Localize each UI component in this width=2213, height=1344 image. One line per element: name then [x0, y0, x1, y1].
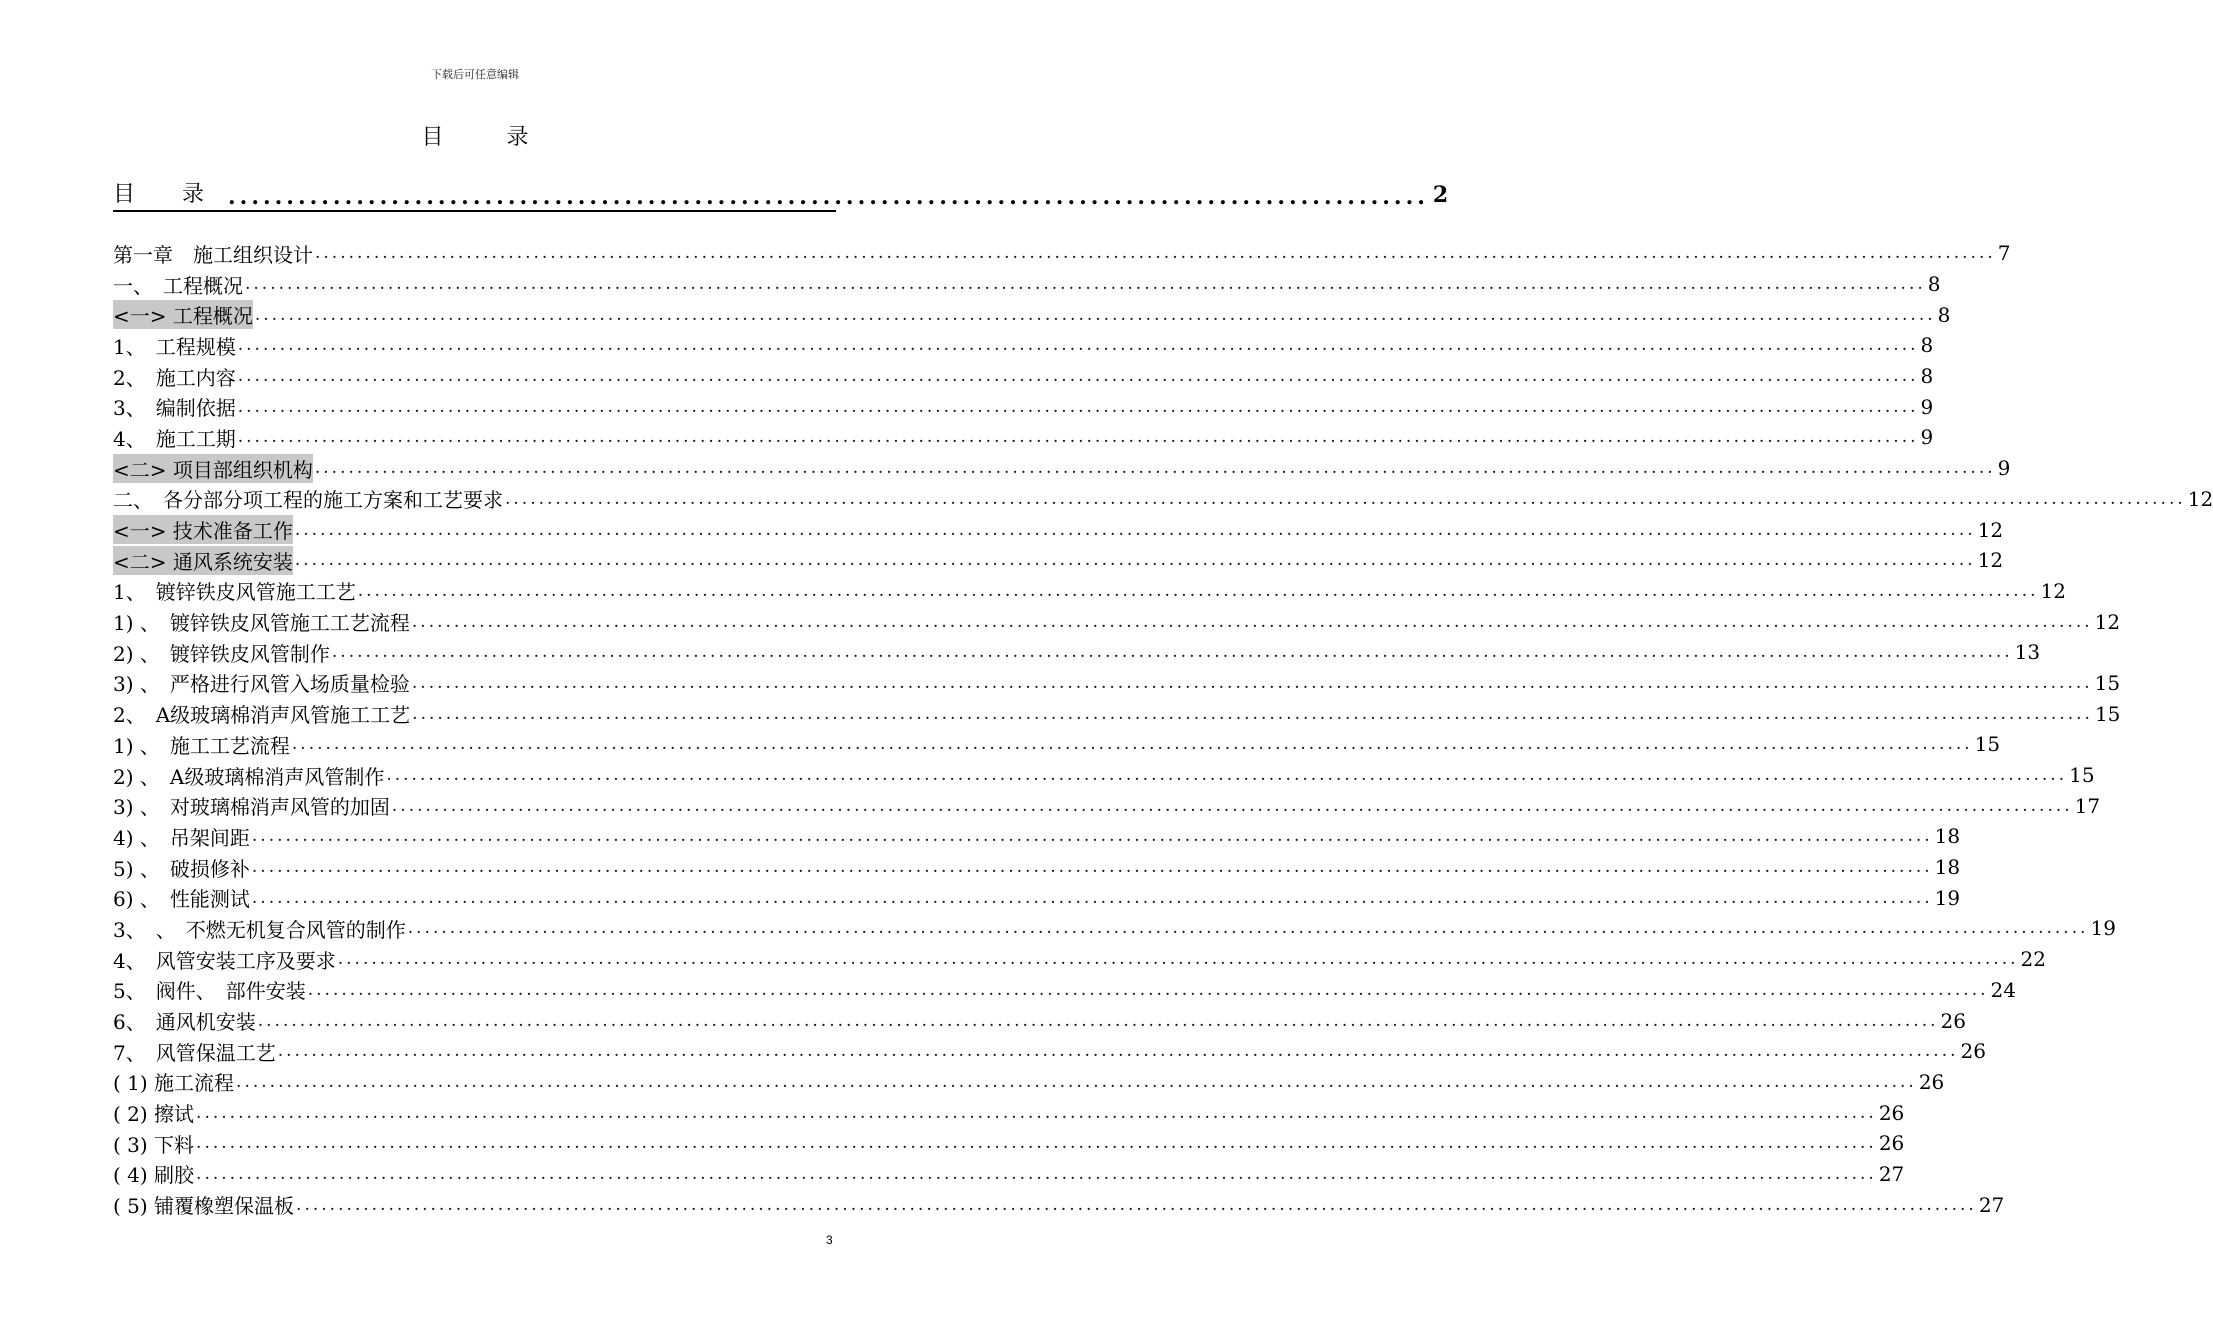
toc-entry-page: 26 [1878, 1131, 1905, 1156]
toc-entry[interactable] [113, 606, 2121, 637]
toc-leader-dots: ........................................................................................................................................................................................................ [196, 1102, 1877, 1123]
toc-leader-dots: ........................................................................................................................................................................................................ [257, 1010, 1939, 1031]
toc-entry-page: 24 [1990, 977, 2016, 1002]
toc-entry-label: 2、 施工内容 [113, 365, 236, 390]
page-title: 目 录 [421, 125, 557, 150]
toc-entry-contents[interactable] [113, 178, 1449, 212]
toc-entry-label: <一> 技术准备工作 [113, 515, 293, 544]
toc-entry-label: 一、 工程概况 [113, 273, 243, 298]
toc-leader-dots: ........................................................................................................................................................................................................ [254, 304, 1936, 325]
header-note: 下载后可任意编辑 [431, 68, 519, 81]
toc-leader-dots: ........................................................................................................................................................................................................ [237, 335, 1919, 356]
toc-entry[interactable] [113, 944, 2046, 975]
toc-entry-page: 9 [1920, 394, 1934, 419]
toc-entry-page: 8 [1920, 364, 1934, 389]
toc-leader-dots: ........................................................................................................................................................................................................ [237, 366, 1919, 387]
toc-entry-page: 19 [2090, 916, 2116, 941]
toc-leader-dots: ........................................................................................................................................................................................................ [294, 550, 1976, 571]
toc-entry-label: 1) 、 镀锌铁皮风管施工工艺流程 [113, 611, 410, 636]
toc-leader-dots: ........................................................................................................................................................................................................ [505, 488, 2186, 509]
toc-entry-label: ( 1) 施工流程 [113, 1071, 235, 1096]
toc-leader-dots: ........................................................................................................................................................................................................ [407, 918, 2089, 939]
toc-entry-label: ( 3) 下料 [113, 1132, 195, 1157]
toc-entry[interactable] [113, 269, 1941, 300]
toc-entry[interactable] [113, 1036, 1986, 1067]
toc-entry[interactable] [113, 1005, 1966, 1036]
toc-entry[interactable] [113, 453, 2011, 484]
toc-entry-page: 8 [1937, 302, 1951, 327]
toc-entry-label: 2) 、 镀锌铁皮风管制作 [113, 641, 330, 666]
toc-entry[interactable] [113, 1159, 1905, 1190]
toc-entry[interactable] [113, 729, 2001, 760]
toc-entry-label: 3、 编制依据 [113, 396, 236, 421]
toc-leader-dots: ........................................................................................................................................................................................................ [237, 396, 1919, 417]
toc-entry-label: 1、 镀锌铁皮风管施工工艺 [113, 580, 356, 605]
toc-entry[interactable] [113, 299, 1951, 330]
toc-leader-dots: ........................................................................................................................................................................................................ [391, 795, 2073, 816]
toc-entry[interactable] [113, 790, 2101, 821]
toc-entry-page: 18 [1934, 824, 1961, 849]
toc-leader-dots: ........................................................................................................................................................................................................ [294, 519, 1976, 540]
toc-entry-label: 7、 风管保温工艺 [113, 1040, 276, 1065]
toc-entry-label: 3) 、 严格进行风管入场质量检验 [113, 672, 410, 697]
toc-entry-label: 2) 、 A级玻璃棉消声风管制作 [113, 764, 385, 789]
toc-entry[interactable] [113, 882, 1961, 913]
toc-entry-page: 13 [2014, 640, 2041, 665]
toc-entry[interactable] [113, 576, 2066, 607]
toc-entry[interactable] [113, 1189, 2005, 1220]
toc-leader-dots: ........................................................................................................................................................................................................ [357, 580, 2039, 601]
toc-leader-dots: ........................................................................................................................................................................................................ [251, 826, 1933, 847]
toc-leader-dots: ........................................................................................................................................................................................................ [237, 427, 1919, 448]
toc-leader-dots: ........................................................................................................................................................................................................ [251, 857, 1933, 878]
toc-leader-dots: ........................................................................................................................................................................................................ [277, 1041, 1959, 1062]
toc-entry-label: 3、 、 不燃无机复合风管的制作 [113, 917, 406, 942]
toc-entry-label: <二> 项目部组织机构 [113, 454, 313, 483]
toc-leader-dots: ........................................................................................................................................................................................................ [251, 887, 1933, 908]
toc-entry-page: 27 [1978, 1192, 2005, 1217]
toc-leader-dots: ........................................................................................................................................................................................................ [296, 1194, 1977, 1215]
toc-entry-page: 26 [1918, 1069, 1945, 1094]
toc-entry-page: 8 [1920, 333, 1934, 358]
toc-entry-page: 26 [1940, 1008, 1966, 1033]
table-of-contents [113, 238, 2213, 1220]
toc-leader-dots: ........................................................................................................................................................................................................ [411, 611, 2093, 632]
toc-entry[interactable] [113, 361, 1934, 392]
toc-leader-dots: ........................................................................................................................................................................................................ [236, 1071, 1917, 1092]
toc-entry-label: ( 4) 刷胶 [113, 1163, 195, 1188]
toc-entry[interactable] [113, 913, 2116, 944]
toc-leader-dots: ........................................................................................................................................................................................................ [412, 703, 2093, 724]
toc-entry-label: 3) 、 对玻璃棉消声风管的加固 [113, 795, 390, 820]
toc-entry-page: 9 [1997, 456, 2011, 481]
toc-leader-dots: ........................................................................................................................................................................................................ [314, 458, 1996, 479]
toc-entry-label: 4、 风管安装工序及要求 [113, 948, 336, 973]
toc-entry-page: 18 [1934, 855, 1961, 880]
toc-entry-page: 2 [1432, 182, 1449, 208]
toc-entry[interactable] [113, 975, 2016, 1006]
toc-leader-dots: ........................................................................................................................................................................................................ [196, 1163, 1877, 1184]
toc-entry-label: 5) 、 破损修补 [113, 856, 250, 881]
toc-leader-dots: ........................................................................................................................................................................................................ [307, 979, 1989, 1000]
toc-leader-dots: ........................................................................................................................................................................................................ [331, 642, 2013, 663]
toc-entry-label: 4) 、 吊架间距 [113, 825, 250, 850]
toc-entry-page: 8 [1927, 272, 1941, 297]
toc-entry-page: 15 [1974, 732, 2001, 757]
toc-entry[interactable] [113, 637, 2041, 668]
toc-entry-page: 12 [2040, 578, 2066, 603]
toc-entry-page: 27 [1878, 1161, 1905, 1186]
toc-leader-dots: ........................................................................................................................................................................................................ [315, 243, 1996, 264]
toc-entry-label: 5、 阀件、 部件安装 [113, 979, 306, 1004]
toc-leader-dots: ....................................................................................................... [228, 184, 1429, 210]
toc-entry[interactable] [113, 330, 1934, 361]
toc-entry-page: 17 [2074, 793, 2101, 818]
toc-entry[interactable] [113, 238, 2011, 269]
toc-entry[interactable] [113, 1097, 1905, 1128]
toc-entry[interactable] [113, 545, 2004, 576]
toc-entry-page: 12 [2187, 486, 2213, 511]
toc-leader-dots: ........................................................................................................................................................................................................ [411, 672, 2093, 693]
toc-entry-label: 2、 A级玻璃棉消声风管施工工艺 [113, 703, 411, 728]
toc-entry-label: <一> 工程概况 [113, 300, 253, 329]
toc-entry-label: ( 2) 擦试 [113, 1102, 195, 1127]
toc-entry-label: 1) 、 施工工艺流程 [113, 733, 290, 758]
toc-entry[interactable] [113, 484, 2213, 515]
toc-leader-dots: ........................................................................................................................................................................................................ [337, 949, 2019, 970]
toc-entry-page: 26 [1878, 1100, 1905, 1125]
toc-entry-label: 二、 各分部分项工程的施工方案和工艺要求 [113, 488, 503, 513]
toc-entry-page: 9 [1920, 425, 1934, 450]
toc-entry-page: 12 [1977, 548, 2004, 573]
toc-entry[interactable] [113, 668, 2121, 699]
toc-entry[interactable] [113, 514, 2004, 545]
toc-entry-page: 26 [1960, 1039, 1986, 1064]
toc-entry-label: 4、 施工工期 [113, 426, 236, 451]
toc-entry-page: 19 [1934, 885, 1961, 910]
toc-entry[interactable] [113, 422, 1934, 453]
toc-entry-label: <二> 通风系统安装 [113, 546, 293, 575]
toc-leader-dots: ........................................................................................................................................................................................................ [386, 765, 2068, 786]
toc-entry[interactable] [113, 852, 1961, 883]
toc-entry[interactable] [113, 821, 1961, 852]
toc-leader-dots: ........................................................................................................................................................................................................ [245, 274, 1926, 295]
toc-entry[interactable] [113, 1128, 1905, 1159]
toc-entry-page: 15 [2094, 701, 2121, 726]
toc-entry-page: 7 [1997, 241, 2011, 266]
toc-entry-page: 12 [1977, 517, 2004, 542]
toc-entry-label: 6) 、 性能测试 [113, 887, 250, 912]
toc-entry[interactable] [113, 391, 1934, 422]
toc-leader-dots: ........................................................................................................................................................................................................ [291, 734, 1973, 755]
toc-entry-label: 目 录 [113, 182, 224, 207]
toc-entry-label: 6、 通风机安装 [113, 1010, 256, 1035]
toc-entry-page: 15 [2069, 763, 2095, 788]
toc-entry-page: 15 [2094, 670, 2121, 695]
toc-leader-dots: ........................................................................................................................................................................................................ [196, 1133, 1877, 1154]
page-number: 3 [826, 1233, 833, 1247]
toc-entry-label: 第一章 施工组织设计 [113, 242, 313, 267]
toc-entry[interactable] [113, 1067, 1945, 1098]
toc-entry-page: 22 [2020, 947, 2046, 972]
toc-entry-label: ( 5) 铺覆橡塑保温板 [113, 1194, 295, 1219]
toc-entry[interactable] [113, 760, 2095, 791]
toc-entry-page: 12 [2094, 609, 2121, 634]
toc-entry[interactable] [113, 698, 2121, 729]
toc-entry-label: 1、 工程规模 [113, 334, 236, 359]
